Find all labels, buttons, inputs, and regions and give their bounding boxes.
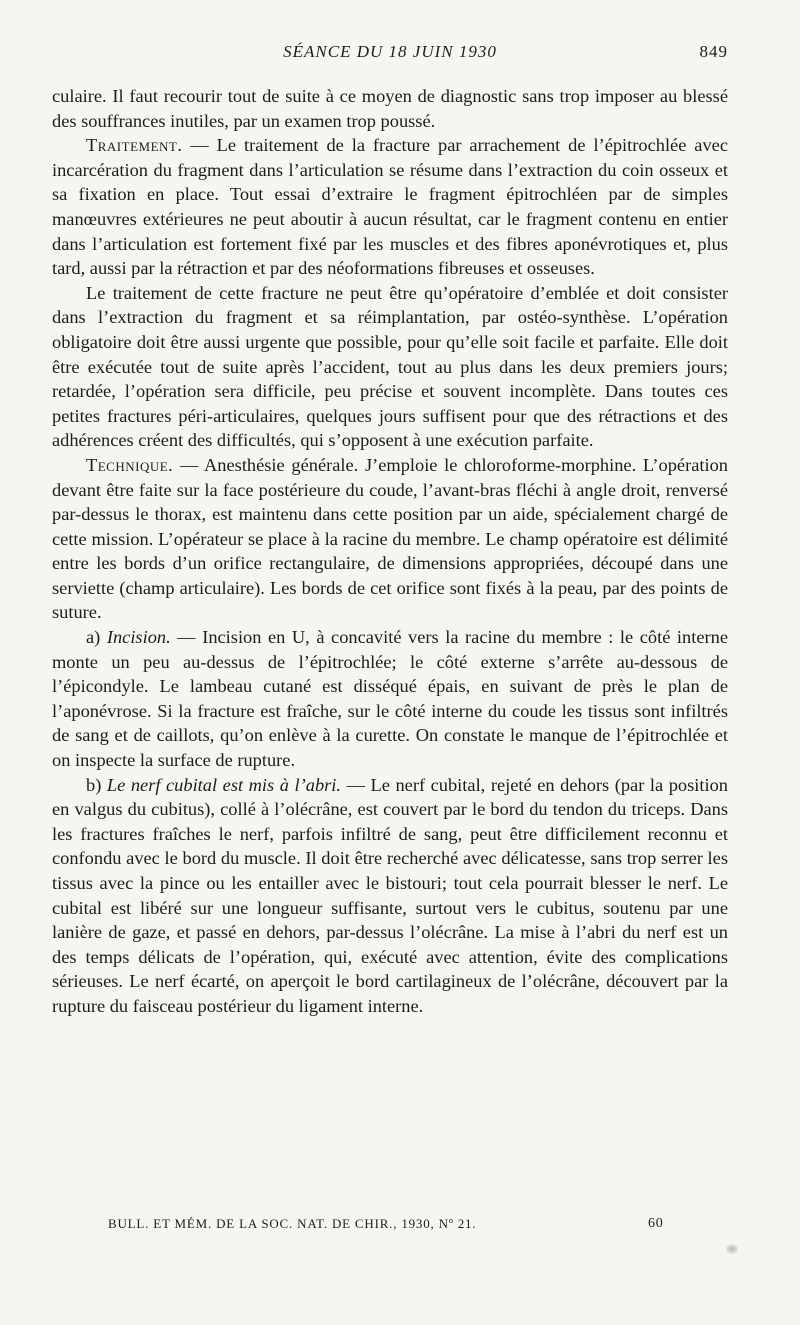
article-body xyxy=(52,84,728,1019)
paragraph-1-text: culaire. Il faut recourir tout de suite à ce moyen de diagnostic sans trop imposer au blessé des souffrances inutiles, par un examen trop poussé. xyxy=(52,86,728,131)
section-heading-technique: Technique. xyxy=(86,454,174,475)
footer xyxy=(108,1216,668,1232)
footer-citation: BULL. ET MÉM. DE LA SOC. NAT. DE CHIR., 1930, Nº 21. xyxy=(108,1216,477,1231)
paragraph-nerf-cubital xyxy=(52,773,728,1019)
paragraph-technique-text: — Anesthésie générale. J’emploie le chloroforme-morphine. L’opération devant être faite sur la face postérieure du coude, l’avant-bras fléchi à angle droit, renversé par-dessus le thorax, est maintenu dans cette position par un aide, spécialement chargé de cette mission. L’opérateur se place à la racine du membre. Le champ opératoire est délimité entre les bords d’un orifice rectangulaire, de dimensions appropriées, découpé dans une serviette (champ articulaire). Les bords de cet orifice sont fixés à la peau, par des points de suture. xyxy=(52,454,728,623)
header-title: SÉANCE DU 18 JUIN 1930 xyxy=(283,42,497,61)
paragraph-3 xyxy=(52,281,728,453)
paragraph-1 xyxy=(52,84,728,133)
paragraph-traitement-text: — Le traitement de la fracture par arrachement de l’épitrochlée avec incarcération du fragment dans l’articulation se résume dans l’extraction du coin osseux et sa fixation en place. Tout essai d’extraire le fragment épitrochléen par de simples manœuvres extérieures ne peut aboutir à aucun résultat, car le fragment contenu en entier dans l’articulation est fortement fixé par les muscles et des fibres aponévrotiques et, plus tard, aussi par la rétraction et par des néoformations fibreuses et osseuses. xyxy=(52,135,728,279)
paragraph-3-text: Le traitement de cette fracture ne peut être qu’opératoire d’emblée et doit consister dans l’extraction du fragment et sa réimplantation, par ostéo-synthèse. L’opération obligatoire doit être aussi urgente que possible, pour qu’elle soit facile et parfaite. Elle doit être exécutée tout de suite après l’accident, tout au plus dans les deux premiers jours; retardée, l’opération sera difficile, peu précise et souvent incomplète. Dans toutes ces petites fractures péri-articulaires, quelques jours suffisent pour que des rétractions et des adhérences créent des difficultés, qui s’opposent à une exécution parfaite. xyxy=(52,282,728,451)
subheading-nerf-cubital: Le nerf cubital est mis à l’abri. xyxy=(106,774,341,795)
paragraph-incision-text: — Incision en U, à concavité vers la racine du membre : le côté interne monte un peu au-dessus de l’épitrochlée; le côté externe s’arrête au-dessous de l’épicondyle. Le lambeau cutané est disséqué épais, en suivant de près le plan de l’aponévrose. Si la fracture est fraîche, sur le côté interne du coude les tissus sont infiltrés de sang et de caillots, qu’on enlève à la curette. On constate le manque de l’épitrochlée et on inspecte la surface de rupture. xyxy=(52,627,728,771)
running-header xyxy=(52,42,728,66)
list-label-b: b) xyxy=(86,774,107,795)
paragraph-nerf-cubital-text: — Le nerf cubital, rejeté en dehors (par la position en valgus du cubitus), collé à l’olécrâne, est couvert par le bord du tendon du triceps. Dans les fractures fraîches le nerf, parfois infiltré de sang, peut être difficilement reconnu et confondu avec le bord du muscle. Il doit être recherché avec délicatesse, sans trop serrer les tissus avec la pince ou les entailler avec le bistouri; tout cela pourrait blesser le nerf. Le cubital est libéré sur une longueur suffisante, surtout vers le cubitus, soutenu par une lanière de gaze, et passé en dehors, par-dessus l’olécrâne. La mise à l’abri du nerf est un des temps délicats de l’opération, qui, exécuté avec attention, évite des complications sérieuses. Le nerf écarté, on aperçoit le bord cartilagineux de l’olécrâne, découvert par la rupture du faisceau postérieur du ligament interne. xyxy=(52,774,728,1016)
footer-sheet-number: 60 xyxy=(648,1216,664,1231)
ink-smudge xyxy=(726,1244,738,1254)
paragraph-incision xyxy=(52,625,728,773)
list-label-a: a) xyxy=(86,627,107,648)
paragraph-technique xyxy=(52,453,728,625)
section-heading-traitement: Traitement. xyxy=(86,135,183,156)
paragraph-traitement xyxy=(52,133,728,281)
subheading-incision: Incision. xyxy=(106,627,171,648)
page-number: 849 xyxy=(699,42,728,61)
